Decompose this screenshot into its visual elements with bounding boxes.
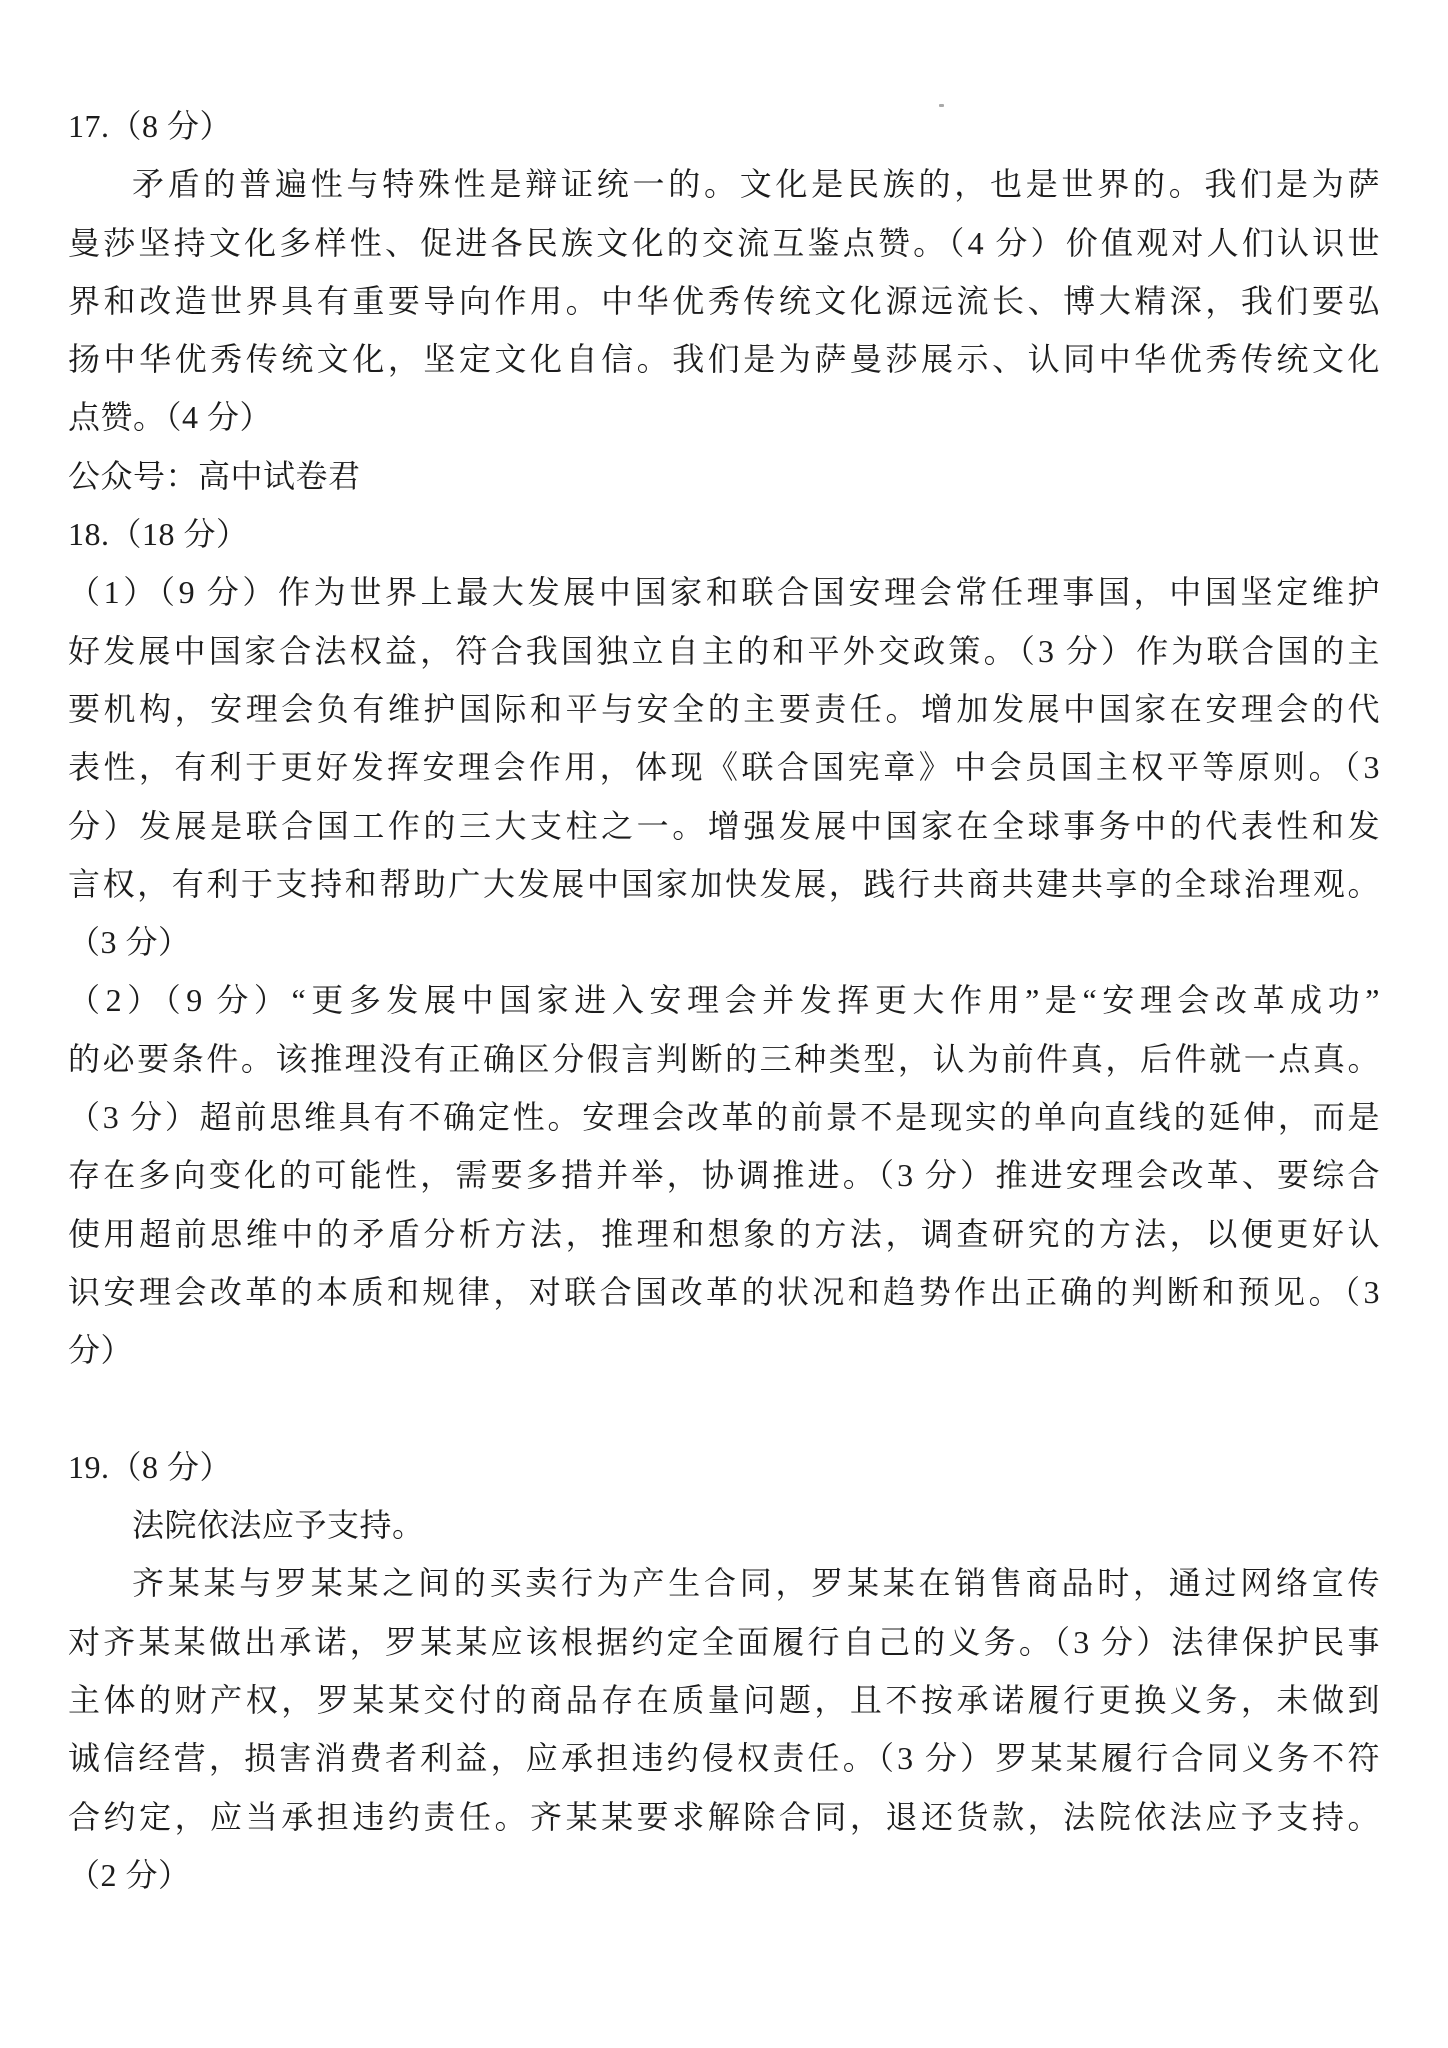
text-line: 曼莎坚持文化多样性、促进各民族文化的交流互鉴点赞。（4 分）价值观对人们认识世 (68, 224, 1380, 261)
text-line: 分） (68, 1332, 134, 1369)
text-line: 17.（8 分） (68, 108, 233, 144)
text-line: 好发展中国家合法权益，符合我国独立自主的和平外交政策。（3 分）作为联合国的主 (68, 632, 1380, 669)
text-line: 18.（18 分） (68, 516, 249, 553)
text-line: 使用超前思维中的矛盾分析方法，推理和想象的方法，调查研究的方法，以便更好认 (68, 1215, 1380, 1252)
text-line: （3 分） (68, 924, 191, 961)
text-line: 界和改造世界具有重要导向作用。中华优秀传统文化源远流长、博大精深，我们要弘 (68, 282, 1380, 319)
document-content (68, 97, 1380, 1904)
text-line: 存在多向变化的可能性，需要多措并举，协调推进。（3 分）推进安理会改革、要综合 (68, 1157, 1380, 1194)
text-line: 对齐某某做出承诺，罗某某应该根据约定全面履行自己的义务。（3 分）法律保护民事 (68, 1623, 1380, 1660)
text-line: （2 分） (68, 1856, 191, 1893)
text-line: （2）（9 分）“更多发展中国家进入安理会并发挥更大作用”是“安理会改革成功” (68, 982, 1380, 1019)
text-line: 要机构，安理会负有维护国际和平与安全的主要责任。增加发展中国家在安理会的代 (68, 690, 1380, 727)
text-line: 分）发展是联合国工作的三大支柱之一。增强发展中国家在全球事务中的代表性和发 (68, 807, 1380, 844)
text-line: 合约定，应当承担违约责任。齐某某要求解除合同，退还货款，法院依法应予支持。 (68, 1798, 1380, 1835)
text-line: 点赞。（4 分） (68, 399, 273, 436)
text-line: 19.（8 分） (68, 1448, 233, 1485)
text-line: 主体的财产权，罗某某交付的商品存在质量问题，且不按承诺履行更换义务，未做到 (68, 1682, 1380, 1719)
text-line: 诚信经营，损害消费者利益，应承担违约侵权责任。（3 分）罗某某履行合同义务不符 (68, 1740, 1380, 1777)
blank-line (68, 1380, 1380, 1438)
text-line: 法院依法应予支持。 (132, 1507, 425, 1544)
text-line: 扬中华优秀传统文化，坚定文化自信。我们是为萨曼莎展示、认同中华优秀传统文化 (68, 341, 1380, 378)
text-line: 公众号：高中试卷君 (68, 457, 361, 494)
text-line: 言权，有利于支持和帮助广大发展中国家加快发展，践行共商共建共享的全球治理观。 (68, 865, 1380, 902)
text-line: （3 分）超前思维具有不确定性。安理会改革的前景不是现实的单向直线的延伸，而是 (68, 1099, 1380, 1136)
text-line: 矛盾的普遍性与特殊性是辩证统一的。文化是民族的，也是世界的。我们是为萨 (132, 166, 1380, 203)
text-line: 齐某某与罗某某之间的买卖行为产生合同，罗某某在销售商品时，通过网络宣传 (132, 1565, 1380, 1602)
text-line: （1）（9 分）作为世界上最大发展中国家和联合国安理会常任理事国，中国坚定维护 (68, 574, 1380, 611)
text-line: 识安理会改革的本质和规律，对联合国改革的状况和趋势作出正确的判断和预见。（3 (68, 1273, 1380, 1310)
text-line: 表性，有利于更好发挥安理会作用，体现《联合国宪章》中会员国主权平等原则。（3 (68, 749, 1380, 786)
text-line: 的必要条件。该推理没有正确区分假言判断的三种类型，认为前件真，后件就一点真。 (68, 1040, 1380, 1077)
